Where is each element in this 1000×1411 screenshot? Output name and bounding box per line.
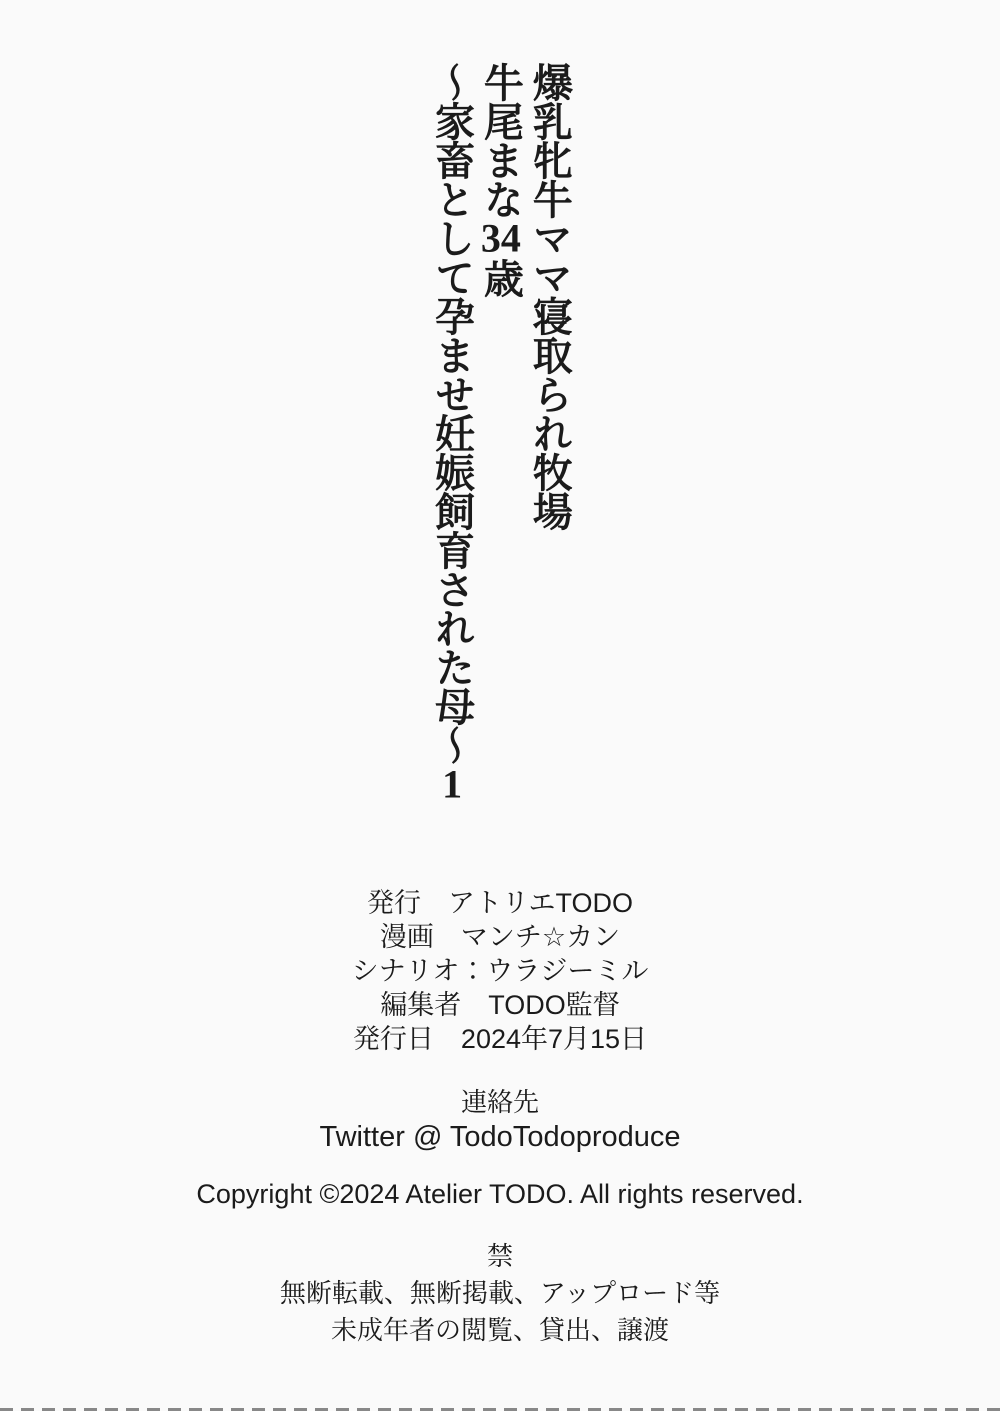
prohibition-line-minors: 未成年者の閲覧、貸出、譲渡 <box>330 1315 669 1345</box>
publish-date-line: 発行日 2024年7月15日 <box>352 1024 648 1054</box>
publisher-line: 発行 アトリエTODO <box>367 888 633 918</box>
scenario-line: シナリオ：ウラジーミル <box>351 956 649 986</box>
book-title-vertical <box>427 62 573 862</box>
publication-credits <box>0 886 1000 1056</box>
title-line-subtitle <box>427 62 476 862</box>
character-name: 牛尾まな <box>478 62 524 218</box>
subtitle-text: ～家畜として孕ませ妊娠飼育された母～ <box>429 62 475 764</box>
contact-block <box>0 1085 1000 1155</box>
editor-line: 編集者 TODO監督 <box>380 990 620 1020</box>
title-line-main <box>524 62 573 862</box>
twitter-handle: Twitter @ TodoTodoproduce <box>319 1121 681 1153</box>
artist-line: 漫画 マンチ☆カン <box>379 922 621 952</box>
title-text-main: 爆乳牝牛ママ寝取られ牧場 <box>527 62 573 530</box>
contact-heading: 連絡先 <box>460 1087 539 1117</box>
prohibition-block <box>0 1238 1000 1349</box>
prohibition-heading: 禁 <box>486 1241 513 1271</box>
copyright-notice: Copyright ©2024 Atelier TODO. All rights reserved. <box>196 1179 804 1209</box>
age-number: 34 <box>480 218 521 258</box>
title-line-character <box>476 62 525 862</box>
prohibition-line-reprint: 無断転載、無断掲載、アップロード等 <box>279 1278 721 1308</box>
age-suffix: 歳 <box>478 258 524 297</box>
volume-number: 1 <box>442 764 463 804</box>
